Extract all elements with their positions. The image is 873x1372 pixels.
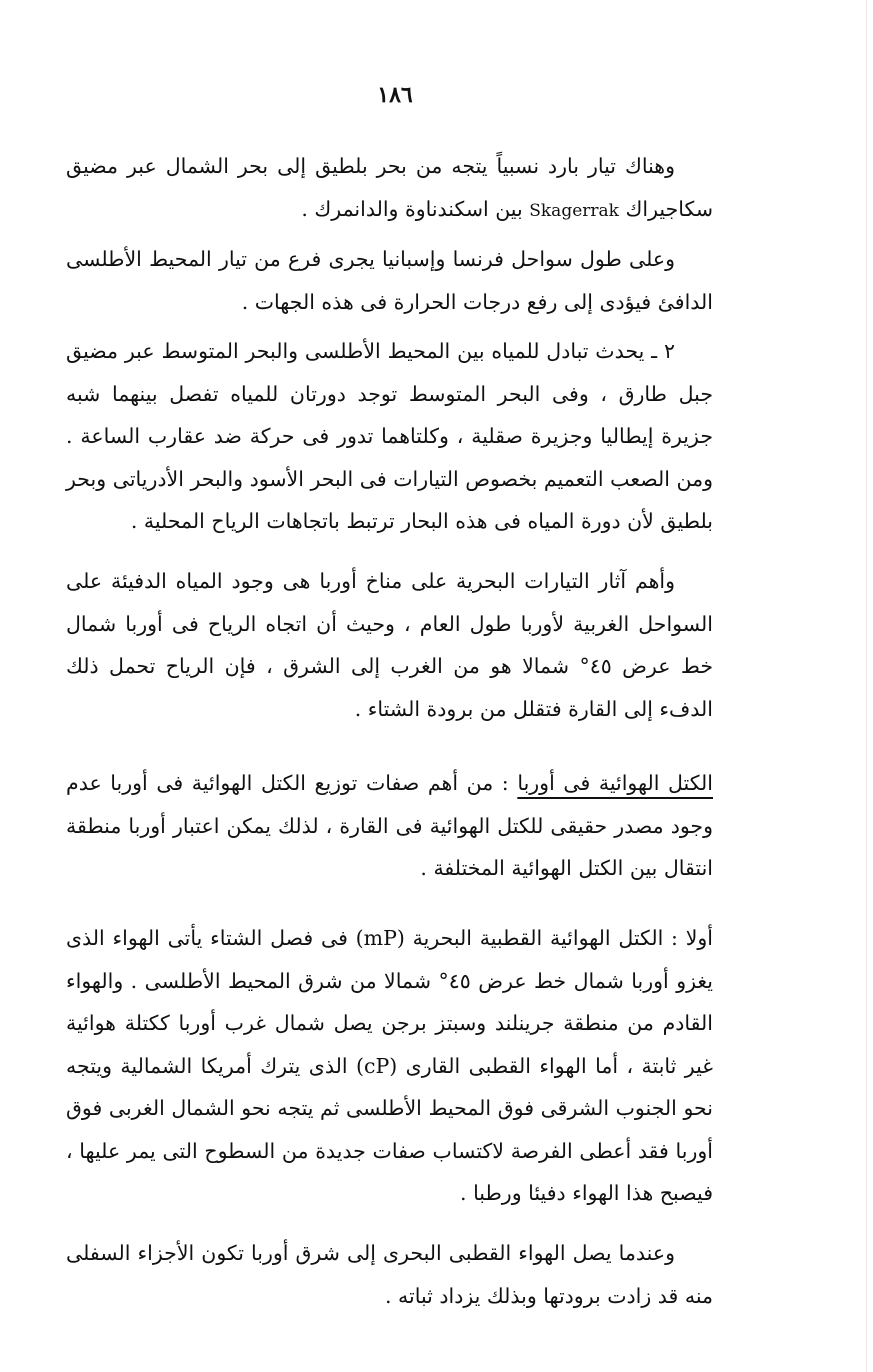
paragraph-atlantic-branch: وعلى طول سواحل فرنسا وإسبانيا يجرى فرع من تيار المحيط الأطلسى الدافئ فيؤدى إلى رفع درجات الحرارة فى هذه الجهات .: [66, 247, 713, 314]
paragraph-skagerrak-current: [66, 145, 713, 232]
paragraph-text: وهناك تيار بارد نسبياً يتجه من بحر بلطيق إلى بحر الشمال عبر مضيق سكاجيراك: [66, 154, 713, 221]
paragraph-currents-effects: وأهم آثار التيارات البحرية على مناخ أوربا هى وجود المياه الدفيئة على السواحل الغربية لأوربا طول العام ، وحيث أن اتجاه الرياح فى أوربا شمال خط عرض ٤٥° شمالا هو من الغرب إلى الشرق ، فإن الرياح تحمل ذلك الدفء إلى القارة فتقلل من برودة الشتاء .: [66, 569, 714, 721]
page-edge: [866, 0, 867, 1372]
section-heading: الكتل الهوائية فى أوربا: [517, 771, 713, 795]
paragraph-text: بين اسكندناوة والدانمرك .: [301, 196, 523, 221]
paragraph-air-masses: [66, 762, 713, 890]
page-number: ١٨٦: [377, 82, 413, 108]
paragraph-text: : من أهم صفات توزيع الكتل الهوائية فى أوربا عدم وجود مصدر حقيقى للكتل الهوائية فى القارة ، لذلك يمكن اعتبار أوربا منطقة انتقال بين الكتل الهوائية المختلفة .: [66, 771, 713, 880]
paragraph-eastern-europe: وعندما يصل الهواء القطبى البحرى إلى شرق أوربا تكون الأجزاء السفلى منه قد زادت برودتها وبذلك يزداد ثباته .: [66, 1241, 713, 1308]
paragraph-polar-maritime: أولا : الكتل الهوائية القطبية البحرية (mP) فى فصل الشتاء يأتى الهواء الذى يغزو أوربا شمال خط عرض ٤٥° شمالا من شرق المحيط الأطلسى . والهواء القادم من منطقة جرينلند وسبتز برجن يصل شمال غرب أوربا ككتلة هوائية غير ثابتة ، أما الهواء القطبى القارى (cP) الذى يترك أمريكا الشمالية ويتجه نحو الجنوب الشرقى فوق المحيط الأطلسى ثم يتجه نحو الشمال الغربى فوق أوربا فقد أعطى الفرصة لاكتساب صفات جديدة من السطوح التى يمر عليها ، فيصبح هذا الهواء دفيئا ورطبا .: [66, 926, 714, 1205]
paragraph-mediterranean-exchange: ٢ ـ يحدث تبادل للمياه بين المحيط الأطلسى والبحر المتوسط عبر مضيق جبل طارق ، وفى البحر المتوسط توجد دورتان للمياه تفصل بينهما شبه جزيرة إيطاليا وجزيرة صقلية ، وكلتاهما تدور فى حركة ضد عقارب الساعة . ومن الصعب التعميم بخصوص التيارات فى البحر الأسود والبحر الأدرياتى وبحر بلطيق لأن دورة المياه فى هذه البحار ترتبط باتجاهات الرياح المحلية .: [66, 339, 713, 533]
latin-term: Skagerrak: [529, 200, 619, 221]
